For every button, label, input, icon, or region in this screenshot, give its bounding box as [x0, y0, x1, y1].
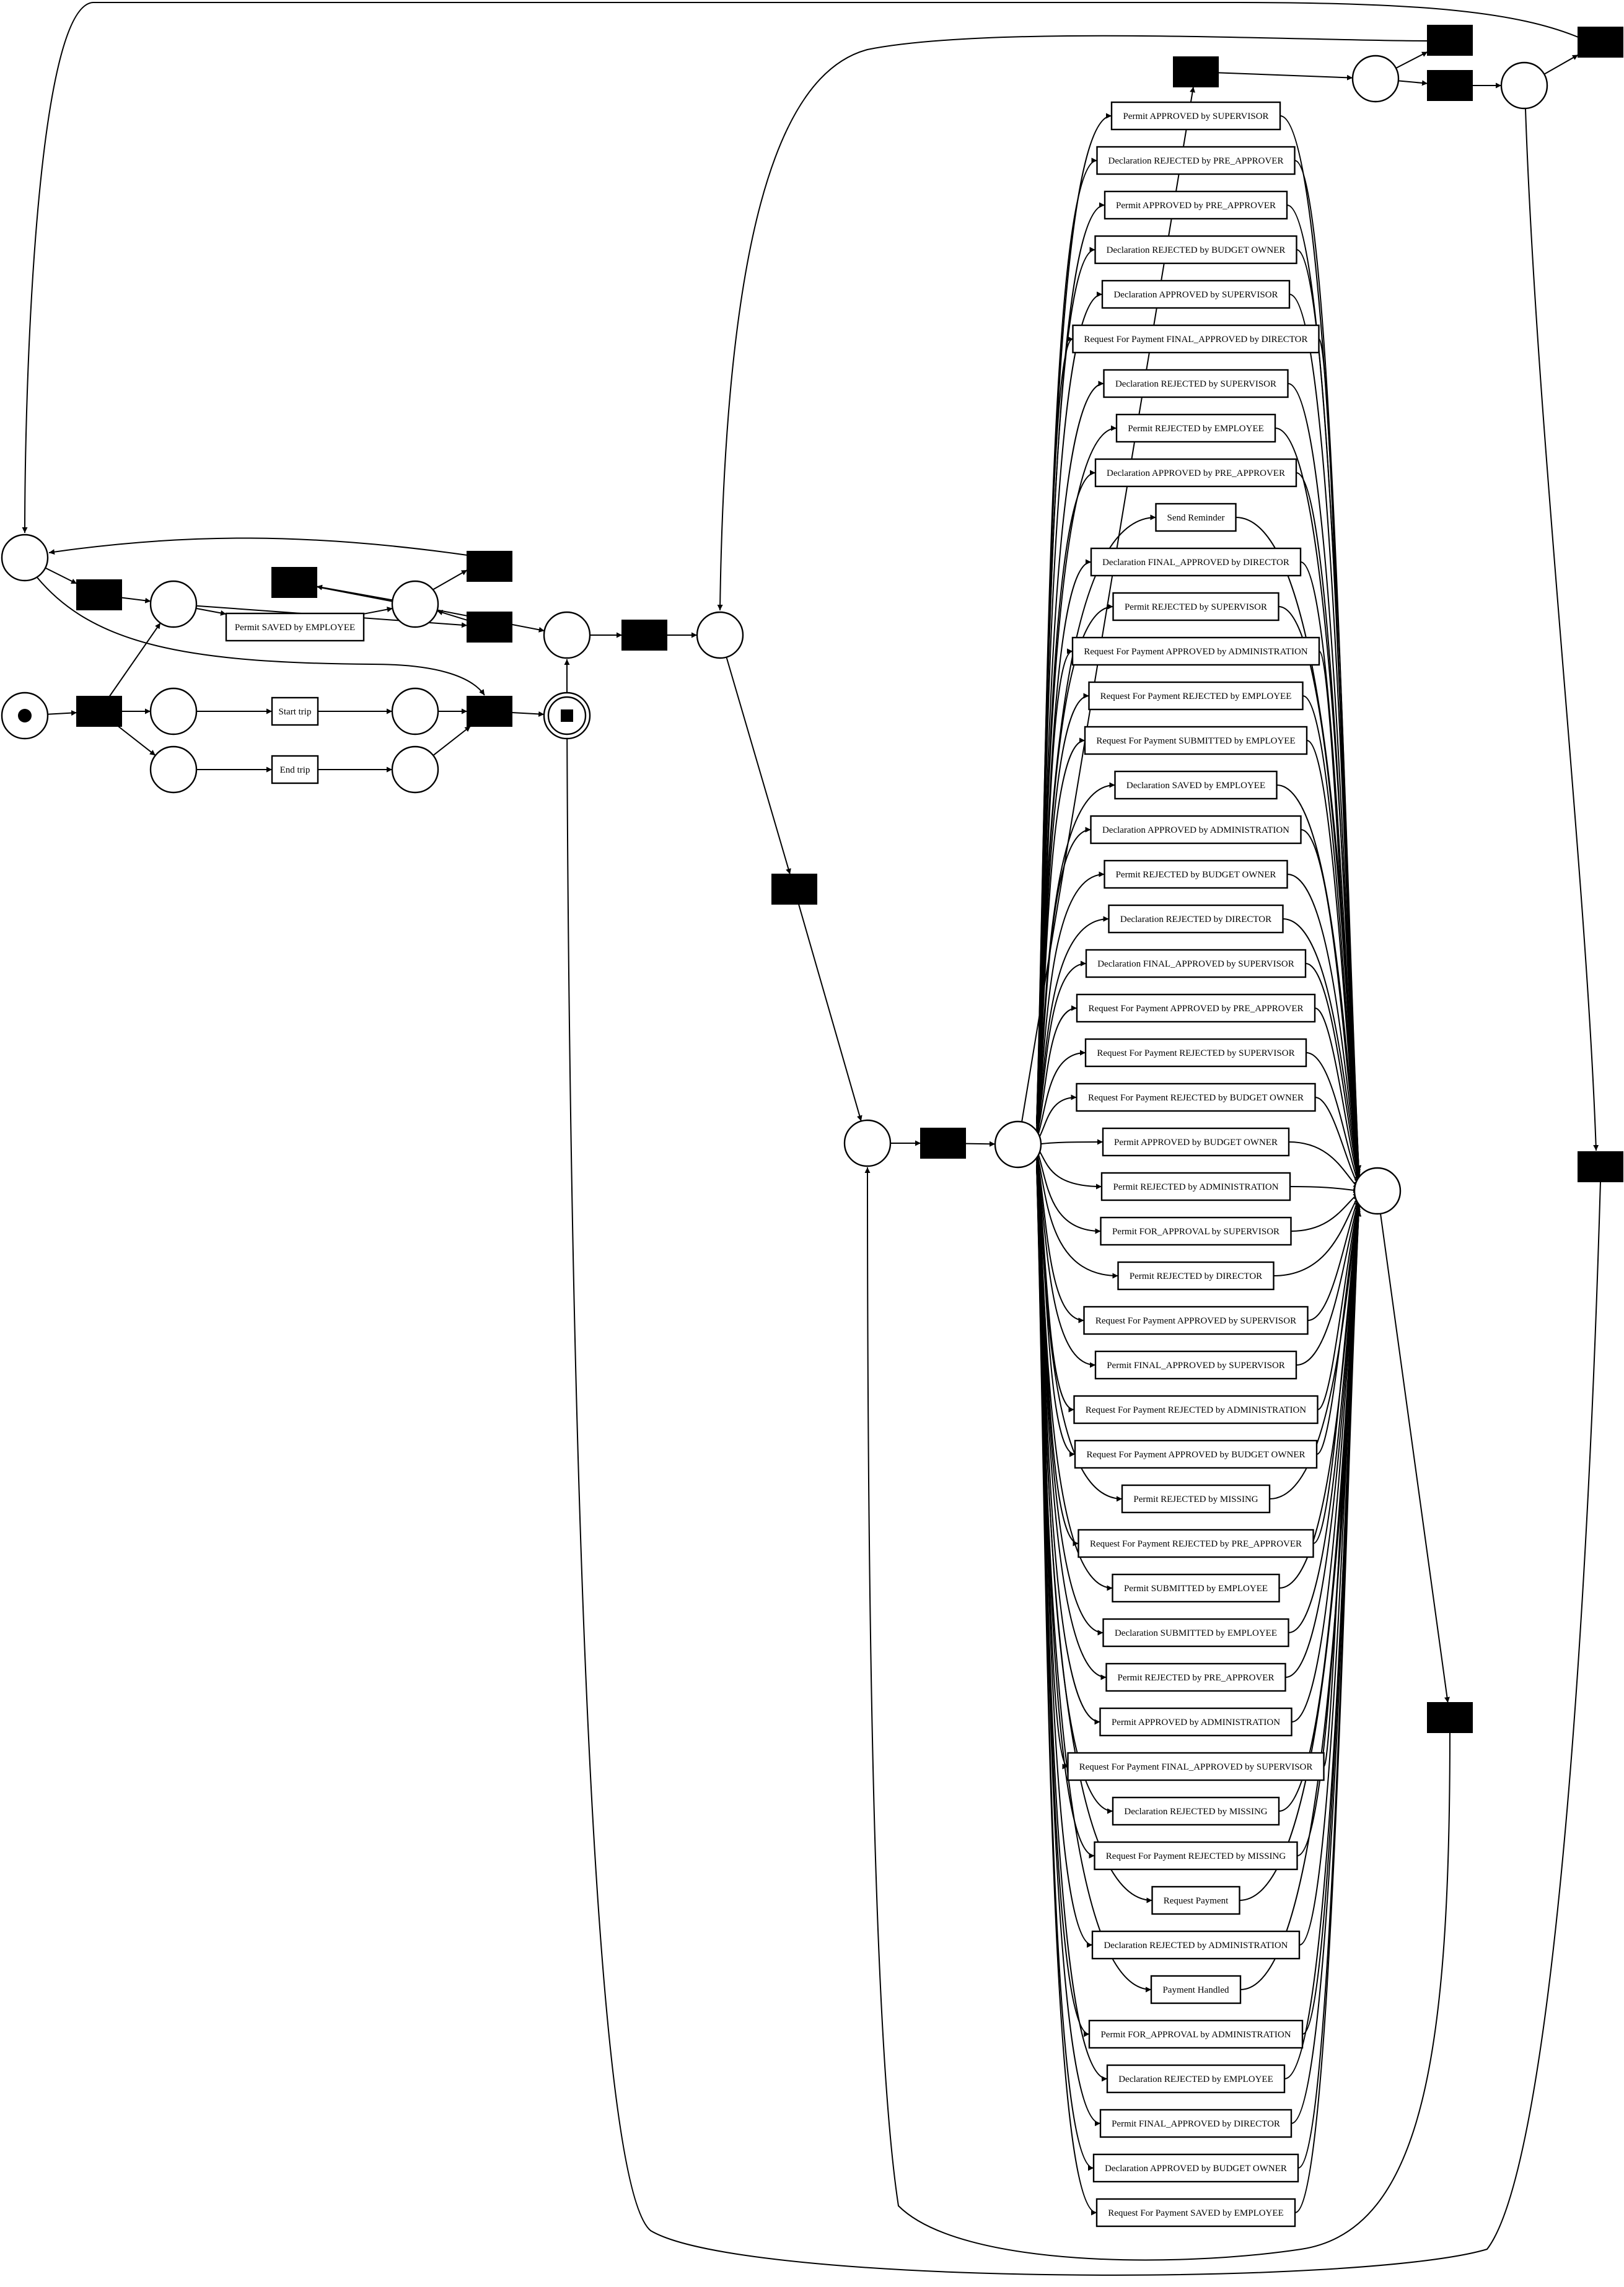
activity-label: Declaration FINAL_APPROVED by SUPERVISOR — [1097, 959, 1294, 969]
activity-label: Permit FINAL_APPROVED by SUPERVISOR — [1107, 1361, 1285, 1371]
place-circle — [151, 581, 196, 627]
activity-h2 — [1105, 191, 1287, 219]
activity-h40 — [1152, 1887, 1240, 1914]
activity-label: Declaration REJECTED by EMPLOYEE — [1118, 2074, 1273, 2084]
silent-transition-t_hub — [921, 1128, 965, 1158]
activity-h42 — [1151, 1976, 1240, 2003]
activity-label: Declaration REJECTED by SUPERVISOR — [1115, 379, 1277, 389]
activity-h26 — [1118, 1262, 1274, 1289]
activity-label: Permit FINAL_APPROVED by DIRECTOR — [1112, 2119, 1280, 2129]
place-p_perm_out — [392, 581, 438, 627]
activity-h38 — [1113, 1798, 1279, 1825]
activity-h41 — [1092, 1931, 1299, 1959]
activity-a_perm_saved — [226, 613, 364, 641]
activity-h3 — [1095, 236, 1297, 263]
arcs-layer — [25, 2, 1600, 2275]
activity-h29 — [1074, 1396, 1318, 1423]
activity-h37 — [1068, 1753, 1324, 1780]
arc-p_hub-to-h24 — [1037, 1146, 1102, 1187]
activity-label: Permit REJECTED by ADMINISTRATION — [1113, 1182, 1279, 1192]
activity-label: Declaration REJECTED by DIRECTOR — [1120, 915, 1272, 924]
nodes-layer — [2, 25, 1623, 2226]
silent-transition-t_top4 — [1578, 27, 1623, 57]
activity-label: Declaration REJECTED by ADMINISTRATION — [1104, 1941, 1288, 1951]
activity-h33 — [1113, 1574, 1279, 1602]
activity-h25 — [1101, 1218, 1291, 1245]
silent-transition-t_perm — [77, 580, 121, 610]
place-circle — [697, 612, 743, 658]
place-circle — [392, 747, 438, 792]
arc-t_join-to-p_sink — [512, 713, 544, 714]
activity-label: Declaration APPROVED by PRE_APPROVER — [1107, 468, 1285, 478]
activity-h16 — [1091, 816, 1301, 843]
activity-h46 — [1094, 2154, 1298, 2182]
activity-h43 — [1089, 2021, 1302, 2048]
arc-h25-to-p_merge — [1291, 1193, 1359, 1231]
place-p_top2 — [1501, 63, 1547, 108]
activity-label: Request For Payment APPROVED by ADMINISTRATION — [1084, 647, 1308, 657]
place-p_trip_in — [151, 688, 196, 734]
activity-label: Request For Payment REJECTED by PRE_APPROVER — [1089, 1539, 1302, 1549]
activity-label: Permit REJECTED by MISSING — [1133, 1495, 1258, 1504]
arc-p_top2-to-t_right — [1525, 109, 1596, 1151]
activity-h32 — [1079, 1530, 1314, 1557]
activity-label: Permit APPROVED by SUPERVISOR — [1123, 112, 1269, 121]
arc-p_big-to-t_big — [726, 657, 790, 875]
arc-p_hub-to-h25 — [1037, 1149, 1101, 1231]
place-circle — [544, 612, 590, 658]
activity-label: Request For Payment APPROVED by SUPERVISOR — [1095, 1316, 1297, 1326]
arc-p_hub-to-h26 — [1037, 1151, 1118, 1276]
arc-p_hub-to-h23 — [1037, 1142, 1103, 1144]
activity-h15 — [1115, 771, 1277, 799]
arc-p_source-to-t_start — [48, 713, 77, 714]
activity-label: Request For Payment APPROVED by BUDGET OWNER — [1086, 1450, 1306, 1460]
activity-label: Declaration APPROVED by BUDGET OWNER — [1105, 2164, 1287, 2174]
place-p_big — [697, 612, 743, 658]
activity-label: Request For Payment REJECTED by SUPERVISOR — [1097, 1048, 1295, 1058]
activity-h39 — [1095, 1842, 1297, 1869]
activity-label: Send Reminder — [1167, 513, 1225, 523]
arc-p_top1-to-t_top3 — [1398, 81, 1428, 83]
activity-label: Permit FOR_APPROVAL by SUPERVISOR — [1112, 1227, 1280, 1237]
arc-h24-to-p_merge — [1290, 1187, 1359, 1191]
activity-h0 — [1112, 102, 1280, 129]
activity-h12 — [1073, 638, 1319, 665]
activity-h1 — [1097, 147, 1295, 174]
activity-h4 — [1102, 281, 1289, 308]
silent-transition-t_exit — [1428, 1703, 1472, 1732]
final-marking-square — [561, 709, 573, 722]
arc-p_merge-to-t_exit — [1380, 1214, 1448, 1703]
silent-transition-t_big — [772, 874, 817, 904]
arc-t_perm-to-p_perm_in — [121, 598, 151, 602]
activity-h21 — [1086, 1039, 1306, 1066]
activity-h17 — [1105, 861, 1288, 888]
activity-h18 — [1109, 905, 1283, 933]
activity-label: Request For Payment REJECTED by MISSING — [1105, 1851, 1286, 1861]
activity-label: Request For Payment FINAL_APPROVED by SUPERVISOR — [1079, 1762, 1313, 1772]
place-circle — [151, 747, 196, 792]
activity-label: Request For Payment REJECTED by ADMINISTRATION — [1085, 1405, 1307, 1415]
activity-h8 — [1095, 459, 1296, 486]
arc-t_top4-to-p_loop — [25, 2, 1578, 533]
initial-token — [18, 709, 32, 722]
arc-t_start-to-p_end_in — [118, 726, 156, 755]
place-p_trip_out — [392, 688, 438, 734]
activity-h30 — [1075, 1441, 1317, 1468]
activity-label: Declaration SAVED by EMPLOYEE — [1126, 781, 1266, 791]
activity-h14 — [1085, 727, 1307, 754]
activity-h23 — [1103, 1128, 1289, 1156]
arc-t_top-to-p_top1 — [1218, 72, 1353, 77]
arc-p_perm_in-to-a_perm_saved — [196, 608, 226, 614]
silent-transition-t_top2 — [1428, 25, 1472, 55]
arc-p_end_out-to-t_join — [433, 726, 470, 755]
activity-label: Payment Handled — [1162, 1985, 1229, 1995]
activity-h7 — [1117, 415, 1275, 442]
place-circle — [151, 688, 196, 734]
activity-label: Declaration REJECTED by PRE_APPROVER — [1108, 156, 1284, 166]
activity-h35 — [1107, 1664, 1286, 1691]
activity-label: Start trip — [278, 707, 312, 717]
activity-label: Request For Payment SAVED by EMPLOYEE — [1108, 2208, 1284, 2218]
arc-p_top1-to-t_top2 — [1396, 52, 1428, 68]
place-p_sink — [544, 693, 590, 739]
silent-transition-t_start — [77, 696, 121, 726]
arc-a_perm_saved-to-p_perm_out — [364, 608, 393, 614]
place-circle — [1353, 56, 1398, 102]
silent-transition-t_back — [467, 551, 512, 581]
place-p_hub — [995, 1122, 1041, 1167]
place-p_end_out — [392, 747, 438, 792]
activity-h19 — [1086, 950, 1306, 977]
place-circle — [2, 535, 48, 581]
activity-label: End trip — [279, 765, 310, 775]
activity-label: Request For Payment APPROVED by PRE_APPROVER — [1088, 1004, 1304, 1014]
place-circle — [1501, 63, 1547, 108]
activity-label: Declaration REJECTED by BUDGET OWNER — [1106, 245, 1286, 255]
silent-transition-t_top — [1174, 57, 1218, 87]
activity-h31 — [1122, 1485, 1270, 1512]
activity-h11 — [1113, 593, 1279, 620]
activity-h34 — [1104, 1619, 1289, 1646]
place-circle — [392, 581, 438, 627]
activity-h28 — [1095, 1351, 1296, 1379]
place-circle — [392, 688, 438, 734]
activity-label: Declaration APPROVED by ADMINISTRATION — [1102, 825, 1290, 835]
place-p_mid — [544, 612, 590, 658]
activity-h20 — [1077, 994, 1315, 1022]
place-p_source — [2, 693, 48, 739]
activity-h22 — [1077, 1084, 1315, 1111]
place-circle — [1354, 1168, 1400, 1214]
place-circle — [845, 1120, 890, 1166]
activity-h13 — [1089, 682, 1303, 709]
activity-h45 — [1100, 2110, 1291, 2137]
activity-label: Permit REJECTED by DIRECTOR — [1129, 1271, 1263, 1281]
activity-label: Permit SAVED by EMPLOYEE — [234, 623, 356, 633]
silent-transition-t_top3 — [1428, 71, 1472, 100]
activity-h24 — [1102, 1173, 1290, 1200]
activity-label: Permit SUBMITTED by EMPLOYEE — [1123, 1584, 1268, 1594]
activity-h9 — [1156, 504, 1236, 531]
activity-label: Permit REJECTED by EMPLOYEE — [1128, 424, 1264, 434]
activity-label: Permit REJECTED by BUDGET OWNER — [1115, 870, 1276, 880]
activity-label: Request For Payment REJECTED by BUDGET OWNER — [1087, 1093, 1304, 1103]
activity-label: Request Payment — [1163, 1896, 1229, 1906]
activity-h47 — [1097, 2199, 1295, 2226]
activity-label: Request For Payment FINAL_APPROVED by DIRECTOR — [1084, 335, 1308, 345]
place-p_pre_hub — [845, 1120, 890, 1166]
activity-h44 — [1107, 2065, 1284, 2092]
activity-a_start_trip — [272, 698, 318, 725]
activity-label: Request For Payment REJECTED by EMPLOYEE — [1100, 691, 1292, 701]
activity-label: Declaration SUBMITTED by EMPLOYEE — [1114, 1628, 1278, 1638]
arc-p_perm_out-to-t_back — [432, 570, 467, 590]
activity-label: Declaration FINAL_APPROVED by DIRECTOR — [1102, 558, 1289, 568]
activity-label: Request For Payment SUBMITTED by EMPLOYEE — [1096, 736, 1296, 746]
activity-h5 — [1073, 325, 1319, 353]
arc-t_big-to-p_pre_hub — [799, 904, 861, 1121]
arc-p_loop-to-t_perm — [45, 568, 77, 584]
silent-transition-t_tau — [272, 568, 317, 597]
activity-label: Permit APPROVED by PRE_APPROVER — [1116, 201, 1276, 211]
silent-transition-t_join — [467, 696, 512, 726]
activity-label: Declaration REJECTED by MISSING — [1124, 1807, 1268, 1817]
place-p_merge — [1354, 1168, 1400, 1214]
activity-label: Permit APPROVED by ADMINISTRATION — [1111, 1718, 1281, 1727]
activity-label: Permit REJECTED by PRE_APPROVER — [1117, 1673, 1275, 1683]
silent-transition-t_right — [1578, 1152, 1623, 1182]
arc-p_top2-to-t_top4 — [1544, 55, 1578, 74]
silent-transition-t_mid — [622, 620, 667, 650]
activity-label: Declaration APPROVED by SUPERVISOR — [1113, 290, 1278, 300]
activity-h36 — [1100, 1708, 1292, 1736]
place-p_loop — [2, 535, 48, 581]
activity-label: Permit REJECTED by SUPERVISOR — [1124, 602, 1268, 612]
arc-t_back-to-p_loop — [49, 538, 467, 555]
place-circle — [995, 1122, 1041, 1167]
activity-label: Permit FOR_APPROVAL by ADMINISTRATION — [1100, 2030, 1291, 2040]
activity-label: Permit APPROVED by BUDGET OWNER — [1114, 1138, 1278, 1148]
activity-h6 — [1104, 370, 1288, 397]
place-p_end_in — [151, 747, 196, 792]
silent-transition-t_skip — [467, 612, 512, 642]
activity-h27 — [1084, 1307, 1308, 1334]
activity-a_end_trip — [272, 756, 318, 783]
place-p_perm_in — [151, 581, 196, 627]
activity-h10 — [1091, 548, 1301, 576]
place-p_top1 — [1353, 56, 1398, 102]
